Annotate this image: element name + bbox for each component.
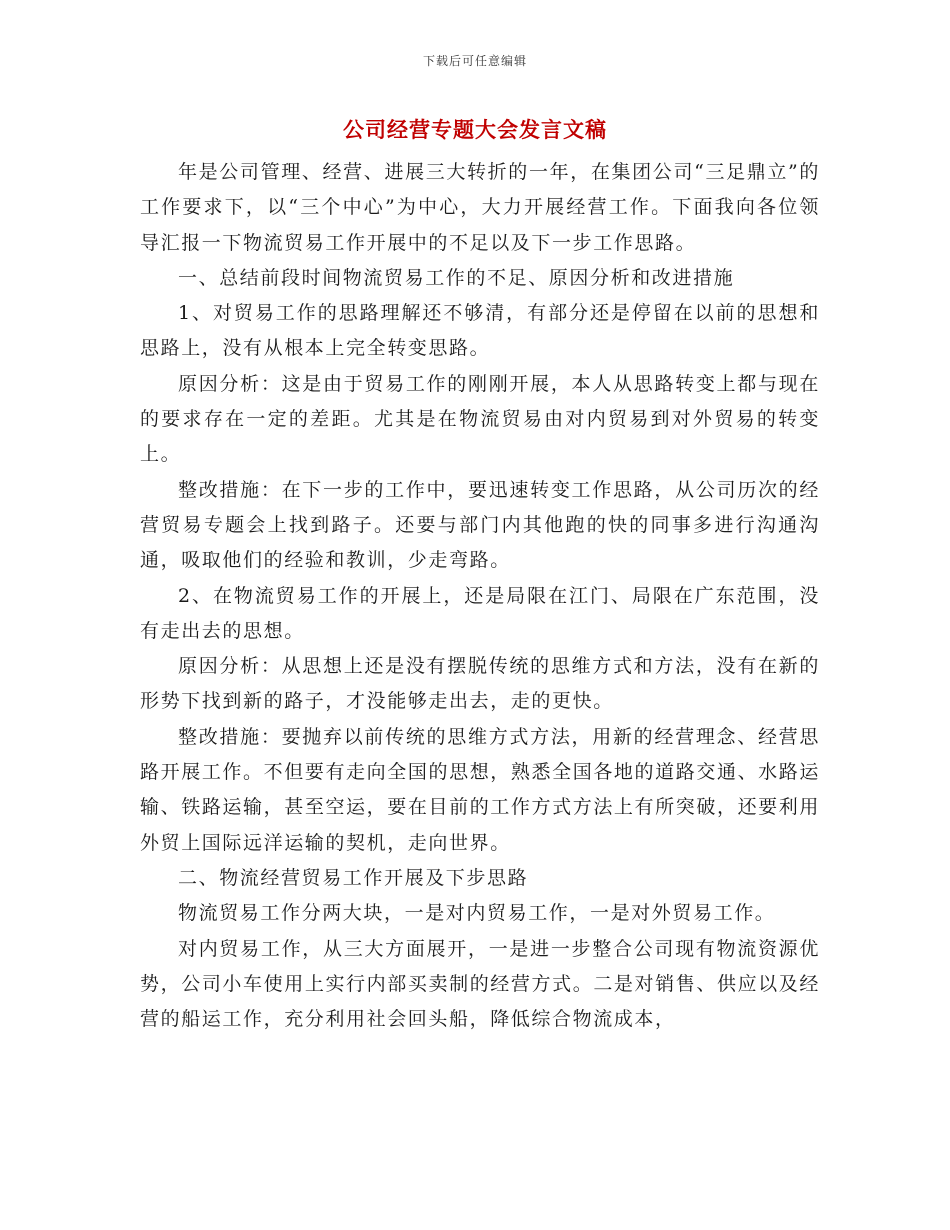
paragraph: 年是公司管理、经营、进展三大转折的一年，在集团公司“三足鼎立”的工作要求下，以“三个中心”为中心，大力开展经营工作。下面我向各位领导汇报一下物流贸易工作开展中的不足以及下一步工作思路。 [140,161,820,254]
document-title: 公司经营专题大会发言文稿 [343,117,607,142]
paragraph: 对内贸易工作，从三大方面展开，一是进一步整合公司现有物流资源优势，公司小车使用上实行内部买卖制的经营方式。二是对销售、供应以及经营的船运工作，充分利用社会回头船，降低综合物流成本， [140,937,820,1031]
paragraph: 原因分析：这是由于贸易工作的刚刚开展，本人从思路转变上都与现在的要求存在一定的差距。尤其是在物流贸易由对内贸易到对外贸易的转变上。 [140,372,820,466]
header-note: 下载后可任意编辑 [422,54,527,68]
section-heading: 二、物流经营贸易工作开展及下步思路 [178,866,529,889]
paragraph: 物流贸易工作分两大块，一是对内贸易工作，一是对外贸易工作。 [178,902,776,925]
document-body [140,155,820,1037]
section-heading: 一、总结前段时间物流贸易工作的不足、原因分析和改进措施 [178,266,735,289]
paragraph: 原因分析：从思想上还是没有摆脱传统的思维方式和方法，没有在新的形势下找到新的路子，才没能够走出去，走的更快。 [140,655,820,713]
paragraph: 2、在物流贸易工作的开展上，还是局限在江门、局限在广东范围，没有走出去的思想。 [140,584,820,642]
paragraph: 整改措施：要抛弃以前传统的思维方式方法，用新的经营理念、经营思路开展工作。不但要有走向全国的思想，熟悉全国各地的道路交通、水路运输、铁路运输，甚至空运，要在目前的工作方式方法上有所突破，还要利用外贸上国际远洋运输的契机，走向世界。 [140,725,820,854]
paragraph: 整改措施：在下一步的工作中，要迅速转变工作思路，从公司历次的经营贸易专题会上找到路子。还要与部门内其他跑的快的同事多进行沟通沟通，吸取他们的经验和教训，少走弯路。 [140,478,820,572]
paragraph: 1、对贸易工作的思路理解还不够清，有部分还是停留在以前的思想和思路上，没有从根本上完全转变思路。 [140,302,820,360]
